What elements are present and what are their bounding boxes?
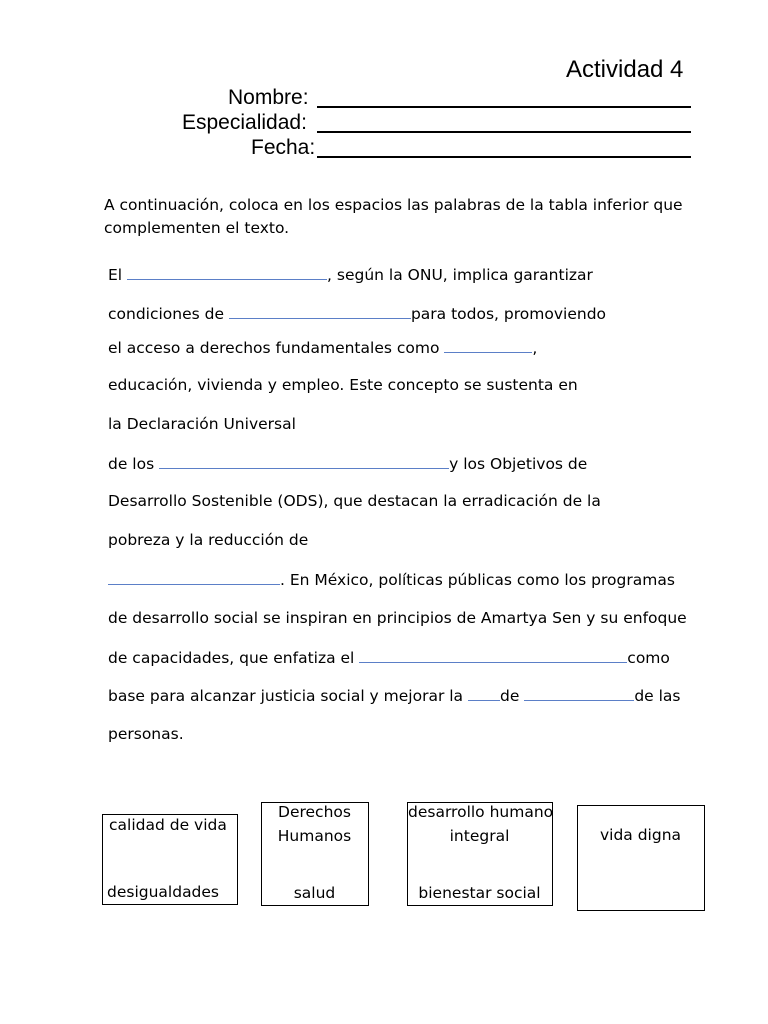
word-box-1 [102, 814, 238, 905]
word-vida-digna[interactable]: vida digna [599, 826, 682, 844]
word-integral[interactable]: integral [449, 827, 510, 845]
text-segment: de [500, 687, 520, 705]
word-box-2 [261, 802, 369, 906]
text-line-8: pobreza y la reducción de [108, 531, 309, 549]
text-segment: de capacidades, que enfatiza el [108, 649, 355, 667]
text-line-1 [108, 264, 593, 285]
blank-6[interactable] [359, 647, 627, 663]
text-segment: . En México, políticas públicas como los programas [280, 571, 675, 589]
word-calidad-de-vida[interactable]: calidad de vida [109, 816, 227, 834]
text-segment: condiciones de [108, 305, 225, 323]
blank-8[interactable] [524, 685, 634, 701]
word-box-4 [577, 805, 705, 911]
word-humanos[interactable]: Humanos [277, 827, 352, 845]
nombre-field[interactable] [317, 106, 691, 108]
word-bienestar-social[interactable]: bienestar social [418, 884, 541, 902]
activity-title: Actividad 4 [566, 56, 684, 83]
text-segment: para todos, promoviendo [410, 305, 607, 323]
text-line-9 [108, 569, 675, 590]
text-line-5: la Declaración Universal [108, 415, 296, 433]
word-desigualdades[interactable]: desigualdades [107, 883, 220, 901]
fecha-field[interactable] [317, 156, 691, 158]
text-line-4: educación, vivienda y empleo. Este concepto se sustenta en [108, 376, 578, 394]
especialidad-field[interactable] [317, 131, 691, 133]
text-segment: base para alcanzar justicia social y mejorar la [108, 687, 464, 705]
fecha-label: Fecha: [251, 136, 316, 159]
word-box-3 [407, 802, 553, 906]
text-segment: el acceso a derechos fundamentales como [108, 339, 440, 357]
text-line-7: Desarrollo Sostenible (ODS), que destacan la erradicación de la [108, 492, 601, 510]
text-segment: como [627, 649, 670, 667]
text-segment: , según la ONU, implica garantizar [327, 266, 593, 284]
text-segment: , [532, 339, 538, 357]
blank-7[interactable] [468, 685, 500, 701]
text-segment: El [108, 266, 123, 284]
word-derechos[interactable]: Derechos [278, 803, 351, 821]
text-line-3 [108, 337, 537, 358]
text-line-11 [108, 647, 670, 668]
blank-1[interactable] [127, 264, 327, 280]
blank-2[interactable] [229, 303, 411, 319]
word-desarrollo-humano[interactable]: desarrollo humano [408, 803, 554, 821]
text-line-2 [108, 303, 606, 324]
blank-3[interactable] [444, 337, 532, 353]
word-salud[interactable]: salud [293, 884, 336, 902]
text-segment: y los Objetivos de [449, 455, 588, 473]
blank-5[interactable] [108, 569, 280, 585]
text-segment: de los [108, 455, 155, 473]
instructions: A continuación, coloca en los espacios las palabras de la tabla inferior que complementen el texto. [104, 196, 683, 237]
blank-4[interactable] [159, 453, 449, 469]
text-line-13: personas. [108, 725, 184, 743]
text-line-10: de desarrollo social se inspiran en principios de Amartya Sen y su enfoque [108, 609, 687, 627]
especialidad-label: Especialidad: [182, 111, 307, 134]
text-line-12 [108, 685, 681, 706]
text-line-6 [108, 453, 587, 474]
text-segment: de las [634, 687, 681, 705]
nombre-label: Nombre: [228, 86, 309, 109]
